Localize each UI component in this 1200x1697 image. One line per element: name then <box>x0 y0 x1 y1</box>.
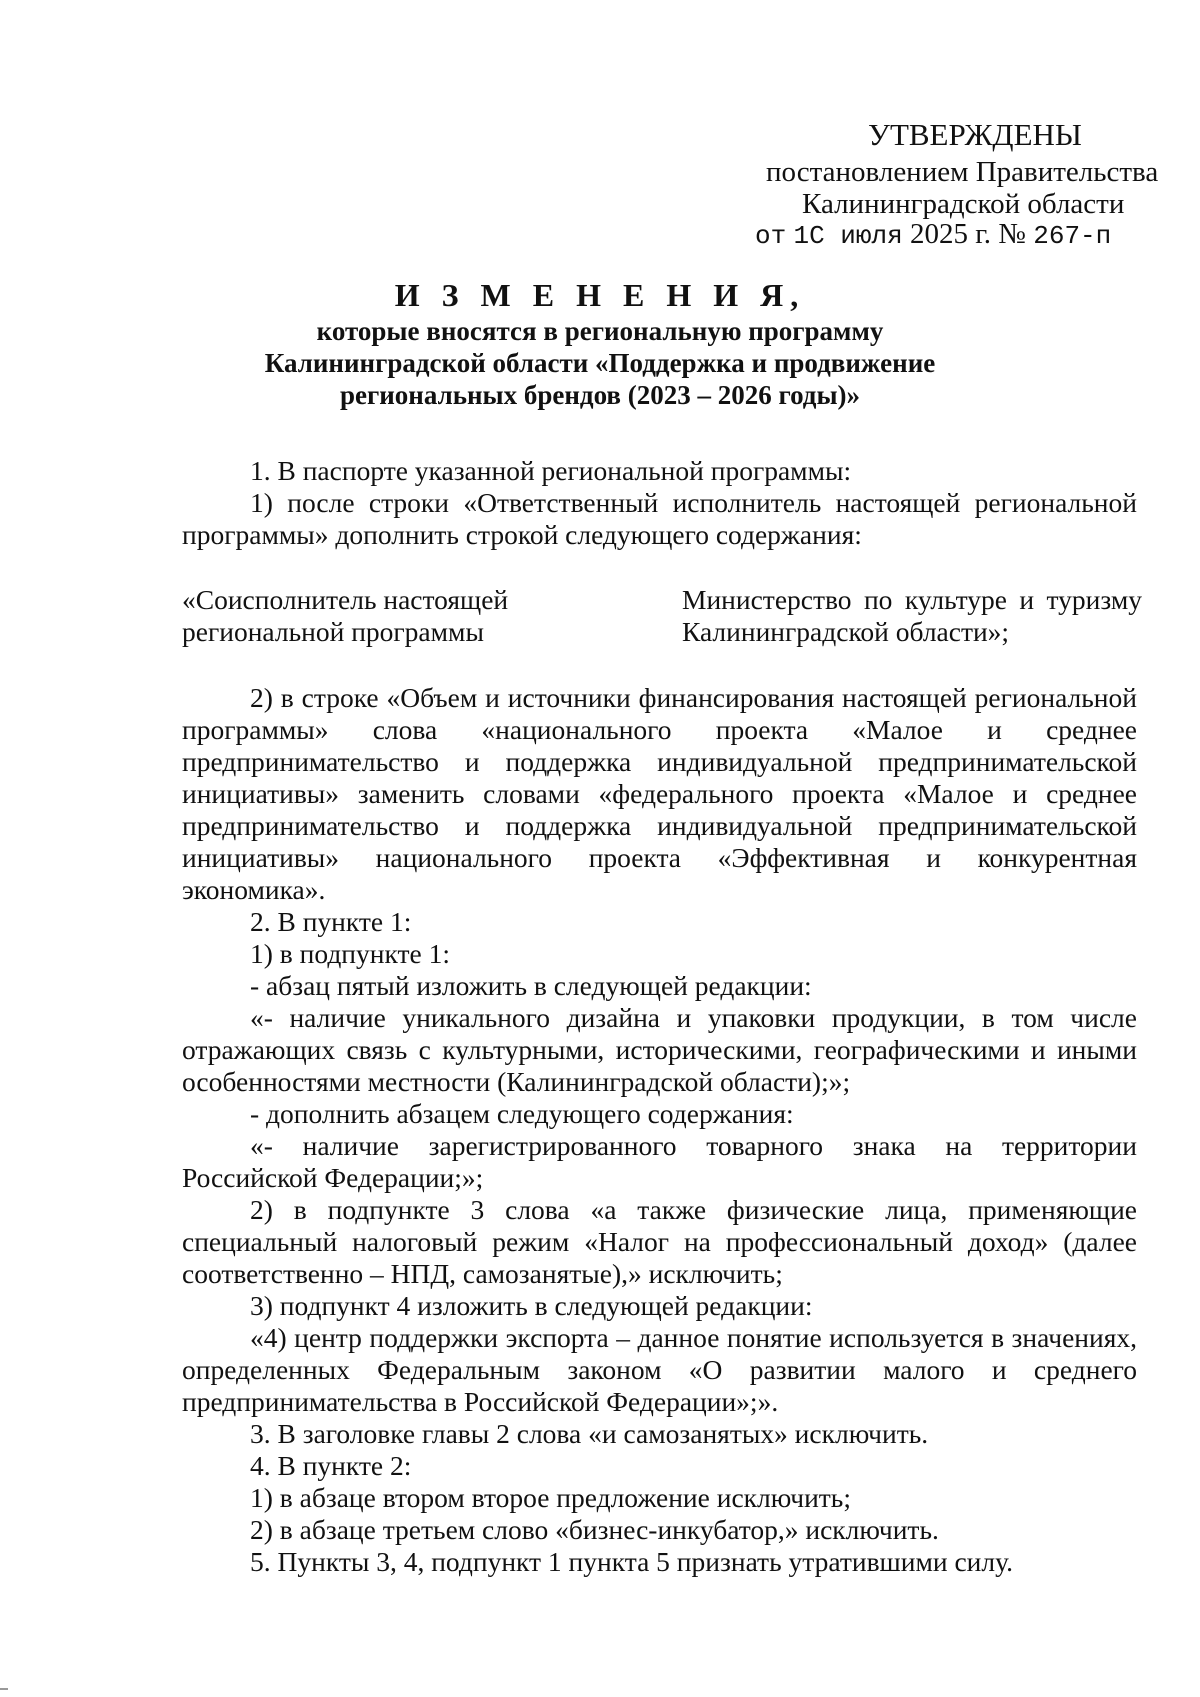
paragraph-6: - абзац пятый изложить в следующей редакции: <box>250 970 812 1001</box>
approval-date-year: 2025 г. № <box>909 218 1026 250</box>
heading-subtitle-line1: которые вносятся в региональную программу <box>316 316 884 346</box>
paragraph-12: «4) центр поддержки экспорта – данное понятие используется в значениях, определенных Федеральным законом «О развитии малого и среднего предпринимательства в Российской Федерации»;». <box>182 1322 1137 1417</box>
section-amendments <box>182 682 1137 1578</box>
approval-number: 267-п <box>1033 221 1112 251</box>
approval-title: УТВЕРЖДЕНЫ <box>868 117 1082 152</box>
paragraph-17: 5. Пункты 3, 4, подпункт 1 пункта 5 признать утратившими силу. <box>250 1546 1013 1577</box>
paragraph-10: 2) в подпункте 3 слова «а также физические лица, применяющие специальный налоговый режим «Налог на профессиональный доход» (далее соответственно – НПД, самозанятые),» исключить; <box>182 1194 1137 1289</box>
approval-date-day-month: 1С июля <box>793 221 903 251</box>
approval-date-prefix: от <box>755 221 787 251</box>
paragraph-2: 1) после строки «Ответственный исполнитель настоящей региональной программы» дополнить строкой следующего содержания: <box>182 487 1137 550</box>
approval-line-region: Калининградской области <box>802 188 1125 220</box>
heading-subtitle-line3: региональных брендов (2023 – 2026 годы)» <box>339 380 861 410</box>
coexecutor-value <box>682 584 1142 648</box>
section-passport <box>182 455 1137 551</box>
paragraph-1: 1. В паспорте указанной региональной программы: <box>250 455 852 486</box>
paragraph-4: 2. В пункте 1: <box>250 906 412 937</box>
coexecutor-row <box>182 584 1142 654</box>
coexecutor-value-line1: Министерство по культуре и туризму <box>682 584 1142 615</box>
coexecutor-label-line1: «Соисполнитель настоящей <box>182 584 509 615</box>
heading-subtitle-line2: Калининградской области «Поддержка и продвижение <box>264 348 936 378</box>
paragraph-13: 3. В заголовке главы 2 слова «и самозанятых» исключить. <box>250 1418 929 1449</box>
document-heading <box>0 275 1200 411</box>
approval-line-government: постановлением Правительства <box>766 156 1159 188</box>
paragraph-15: 1) в абзаце втором второе предложение исключить; <box>250 1482 851 1513</box>
coexecutor-label <box>182 584 602 648</box>
paragraph-11: 3) подпункт 4 изложить в следующей редакции: <box>250 1290 813 1321</box>
paragraph-7: «- наличие уникального дизайна и упаковки продукции, в том числе отражающих связь с культурными, историческими, географическими и иными особенностями местности (Калининградской области);»; <box>182 1002 1137 1097</box>
heading-title: И З М Е Н Е Н И Я, <box>394 277 806 313</box>
paragraph-14: 4. В пункте 2: <box>250 1450 412 1481</box>
approval-date <box>755 218 1111 253</box>
paragraph-9: «- наличие зарегистрированного товарного знака на территории Российской Федерации;»; <box>182 1130 1137 1193</box>
paragraph-16: 2) в абзаце третьем слово «бизнес-инкубатор,» исключить. <box>250 1514 939 1545</box>
coexecutor-label-line2: региональной программы <box>182 616 484 647</box>
scan-margin-mark <box>0 1688 8 1690</box>
coexecutor-value-line2: Калининградской области»; <box>682 616 1010 647</box>
paragraph-5: 1) в подпункте 1: <box>250 938 450 969</box>
paragraph-3: 2) в строке «Объем и источники финансирования настоящей региональной программы» слова «национального проекта «Малое и среднее предпринимательство и поддержка индивидуальной предпринимательской инициативы» заменить словами «федерального проекта «Малое и среднее предпринимательство и поддержка индивидуальной предпринимательской инициативы» национального проекта «Эффективная и конкурентная экономика». <box>182 682 1137 905</box>
paragraph-8: - дополнить абзацем следующего содержания: <box>250 1098 794 1129</box>
